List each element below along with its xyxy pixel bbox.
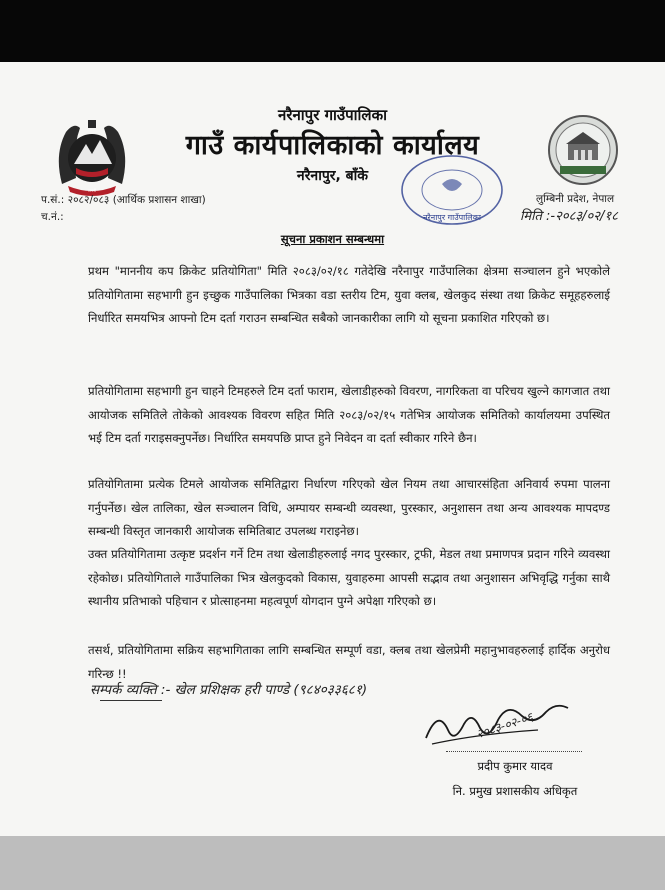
reference-number: प.सं.: २०८२/०८३ (आर्थिक प्रशासन शाखा): [41, 194, 206, 206]
notice-subject: [0, 232, 665, 247]
notice-document: [0, 62, 665, 836]
office-title: गाउँ कार्यपालिकाको कार्यालय: [185, 130, 480, 161]
svg-text:जननी: जननी: [87, 188, 97, 193]
signatory-title: नि. प्रमुख प्रशासकीय अधिकृत: [452, 784, 578, 798]
signature-date: २०८३-०२-०६: [474, 709, 535, 742]
handwritten-contact: सम्पर्क व्यक्ति :- खेल प्रशिक्षक हरी पाण्डे (९८४०३३६८१): [90, 682, 368, 698]
paragraph-1: प्रथम "माननीय कप क्रिकेट प्रतियोगिता" मिति २०८३/०२/१८ गतेदेखि नरैनापुर गाउँपालिका क्षेत्रमा सञ्चालन हुने भएकोले प्रतियोगितामा सहभागी हुन इच्छुक गाउँपालिका भित्रका वडा स्तरीय टिम, युवा क्लब, खेलकुद संस्था तथा क्रिकेट समूहहरुलाई निर्धारित समयभित्र आफ्नो टिम दर्ता गराउन सम्बन्धित सबैको जानकारीका लागि यो सूचना प्रकाशित गरिएको छ।: [88, 264, 610, 325]
bottom-gray-band: [0, 836, 665, 890]
office-location: नरैनापुर, बाँके: [296, 168, 369, 184]
dispatch-number: च.नं.:: [41, 211, 64, 223]
province-label: लुम्बिनी प्रदेश, नेपाल: [536, 193, 615, 205]
signature-line: [446, 751, 582, 752]
handwritten-date: मिति :-२०८३/०२/१८: [520, 209, 618, 224]
stamp-text: नरैनापुर गाउँपालिका: [423, 213, 481, 222]
paragraph-2: प्रतियोगितामा सहभागी हुन चाहने टिमहरुले टिम दर्ता फाराम, खेलाडीहरुको विवरण, नागरिकता वा परिचय खुल्ने कागजात तथा आयोजक समितिले तोकेको आवश्यक विवरण सहित मिति २०८३/०२/१५ गतेभित्र आयोजक समितिको कार्यालयमा उपस्थित भई टिम दर्ता गराइसक्नुपर्नेछ। निर्धारित समयपछि प्राप्त हुने निवेदन वा दर्ता स्वीकार गरिने छैन।: [88, 384, 610, 445]
paragraph-5: तसर्थ, प्रतियोगितामा सक्रिय सहभागिताका लागि सम्बन्धित सम्पूर्ण वडा, क्लब तथा खेलप्रेमी महानुभावहरुलाई हार्दिक अनुरोध गरिन्छ !!: [88, 643, 610, 681]
subject-text: सूचना प्रकाशन सम्बन्धमा: [280, 232, 385, 246]
paragraph-3: प्रतियोगितामा प्रत्येक टिमले आयोजक समितिद्वारा निर्धारण गरिएको खेल नियम तथा आचारसंहिता अनिवार्य रुपमा पालना गर्नुपर्नेछ। खेल तालिका, खेल सञ्चालन विधि, अम्पायर सम्बन्धी व्यवस्था, पुरस्कार, अनुशासन तथा अन्य आवश्यक मापदण्ड सम्बन्धी विस्तृत जानकारी आयोजक समितिबाट उपलब्ध गराइनेछ।: [88, 477, 610, 538]
top-black-band: [0, 0, 665, 62]
contact-underline: [100, 700, 162, 701]
paragraph-4: उक्त प्रतियोगितामा उत्कृष्ट प्रदर्शन गर्ने टिम तथा खेलाडीहरुलाई नगद पुरस्कार, ट्रफी, मेडल तथा प्रमाणपत्र प्रदान गरिने व्यवस्था रहेकोछ। प्रतियोगिताले गाउँपालिका भित्र खेलकुदको विकास, युवाहरुमा आपसी सद्भाव तथा अनुशासन अभिवृद्धि गर्नुका साथै स्थानीय प्रतिभाको पहिचान र प्रोत्साहनमा महत्वपूर्ण योगदान पुग्ने अपेक्षा गरिएको छ।: [88, 547, 610, 608]
official-stamp-icon: [396, 154, 508, 230]
municipality-name: नरैनापुर गाउँपालिका: [278, 106, 387, 124]
signatory-name: प्रदीप कुमार यादव: [477, 759, 553, 773]
